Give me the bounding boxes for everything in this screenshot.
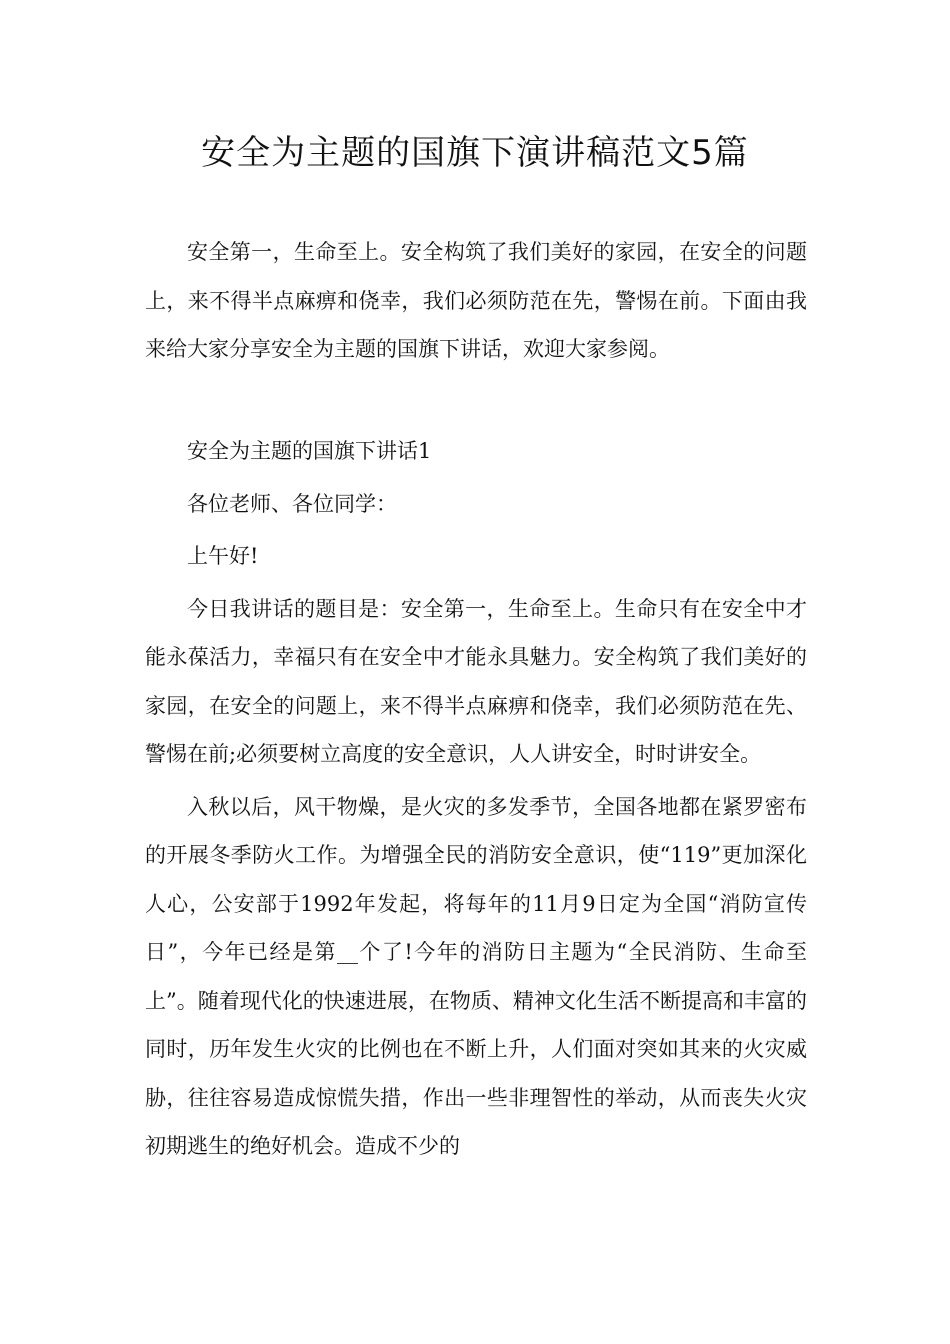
salutation: 各位老师、各位同学： — [187, 491, 397, 516]
speech-content — [145, 427, 807, 1171]
intro-block — [145, 228, 807, 374]
intro-paragraph: 安全第一，生命至上。安全构筑了我们美好的家园，在安全的问题上，来不得半点麻痹和侥幸，我们必须防范在先，警惕在前。下面由我来给大家分享安全为主题的国旗下讲话，欢迎大家参阅。 — [145, 240, 807, 361]
body-paragraph: 入秋以后，风干物燥，是火灾的多发季节，全国各地都在紧罗密布的开展冬季防火工作。为增强全民的消防安全意识，使“119”更加深化人心，公安部于1992年发起，将每年的11月9日定为全国“消防宣传日”，今年已经是第__个了!今年的消防日主题为“全民消防、生命至上”。随着现代化的快速进展，在物质、精神文化生活不断提高和丰富的同时，历年发生火灾的比例也在不断上升，人们面对突如其来的火灾威胁，往往容易造成惊慌失措，作出一些非理智性的举动，从而丧失火灾初期逃生的绝好机会。造成不少的 — [145, 794, 807, 1158]
document-title: 安全为主题的国旗下演讲稿范文5篇 — [201, 133, 749, 173]
section-heading: 安全为主题的国旗下讲话1 — [187, 439, 432, 463]
body-paragraph: 今日我讲话的题目是：安全第一，生命至上。生命只有在安全中才能永葆活力，幸福只有在安全中才能永具魅力。安全构筑了我们美好的家园，在安全的问题上，来不得半点麻痹和侥幸，我们必须防范在先、警惕在前;必须要树立高度的安全意识，人人讲安全，时时讲安全。 — [145, 596, 807, 766]
greeting: 上午好! — [187, 544, 259, 568]
